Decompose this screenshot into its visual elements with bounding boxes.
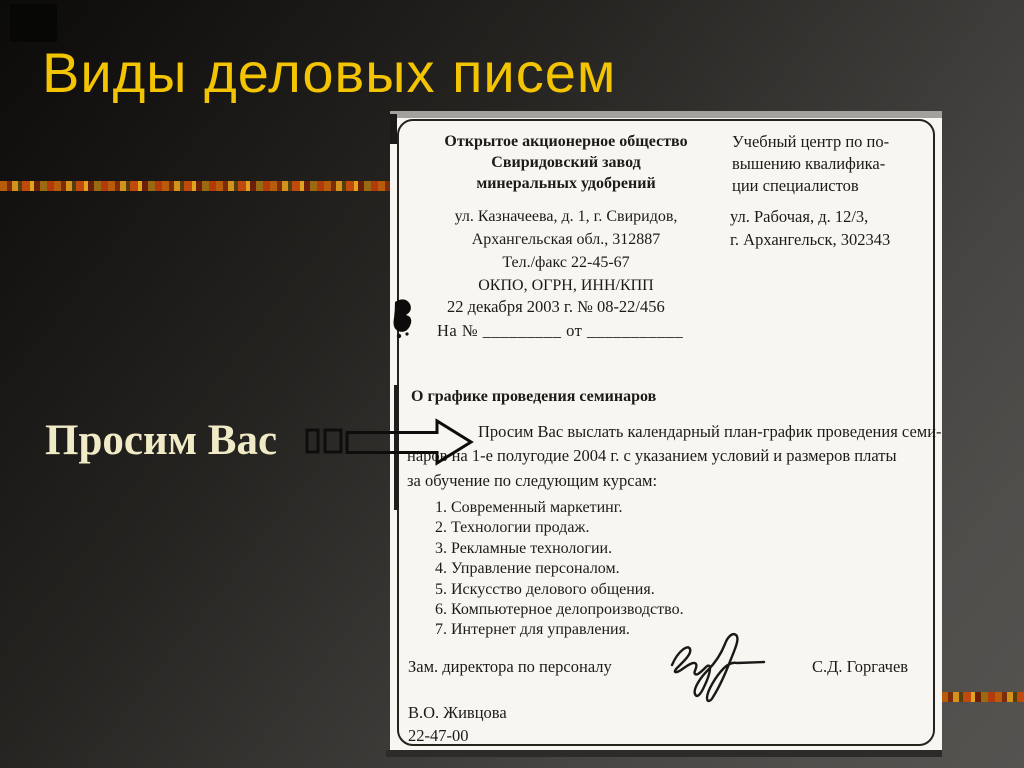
handwritten-signature bbox=[662, 631, 780, 707]
reference-line: На № _________ от ___________ bbox=[437, 321, 684, 340]
course-item: 4. Управление персоналом. bbox=[435, 560, 620, 578]
signature-position: Зам. директора по персоналу bbox=[408, 657, 612, 676]
recipient-address-line: ул. Рабочая, д. 12/3, bbox=[730, 207, 869, 226]
sender-line: Свиридовский завод bbox=[491, 154, 641, 171]
recipient-line: Учебный центр по по- bbox=[732, 132, 890, 151]
slide-title: Виды деловых писем bbox=[42, 41, 617, 104]
date-number-line: 22 декабря 2003 г. № 08-22/456 bbox=[447, 297, 665, 316]
sender-address-line: Тел./факс 22-45-67 bbox=[502, 254, 630, 271]
decorative-strip-right bbox=[941, 692, 1024, 702]
executor-name: В.О. Живцова bbox=[408, 703, 507, 722]
course-item: 7. Интернет для управления. bbox=[435, 621, 630, 639]
recipient-name-block bbox=[732, 131, 922, 197]
sender-name-block bbox=[426, 131, 706, 194]
scan-bottom-edge bbox=[386, 750, 942, 757]
sender-address-line: ОКПО, ОГРН, ИНН/КПП bbox=[478, 277, 654, 294]
recipient-address-line: г. Архангельск, 302343 bbox=[730, 230, 891, 249]
subject-line: О графике проведения семинаров bbox=[411, 388, 657, 405]
course-item: 1. Современный маркетинг. bbox=[435, 499, 623, 516]
scan-top-edge bbox=[390, 111, 942, 118]
signature-name: С.Д. Горгачев bbox=[812, 657, 909, 676]
course-item: 3. Рекламные технологии. bbox=[435, 539, 613, 557]
sender-address-line: ул. Казначеева, д. 1, г. Свиридов, bbox=[454, 208, 678, 225]
corner-decoration bbox=[10, 4, 57, 42]
sender-line: минеральных удобрений bbox=[476, 175, 656, 192]
ink-blob-artifact bbox=[393, 298, 415, 340]
recipient-address-block bbox=[730, 205, 930, 251]
executor-phone: 22-47-00 bbox=[408, 726, 469, 745]
sender-address-block bbox=[426, 205, 706, 297]
body-line: Просим Вас выслать календарный план-график проведения семи- bbox=[478, 422, 942, 441]
recipient-line: вышению квалифика- bbox=[732, 154, 886, 173]
body-line: наров на 1-е полугодие 2004 г. с указанием условий и размеров платы bbox=[407, 446, 897, 466]
course-item: 6. Компьютерное делопроизводство. bbox=[435, 601, 684, 619]
recipient-line: ции специалистов bbox=[732, 176, 859, 195]
callout-label: Просим Вас bbox=[45, 417, 278, 464]
course-item: 2. Технологии продаж. bbox=[435, 519, 590, 537]
scan-artifact-top bbox=[390, 114, 397, 144]
course-item: 5. Искусство делового общения. bbox=[435, 580, 655, 598]
sender-line: Открытое акционерное общество bbox=[444, 133, 688, 150]
decorative-strip-left bbox=[0, 181, 390, 191]
sender-address-line: Архангельская обл., 312887 bbox=[471, 231, 661, 248]
course-list bbox=[435, 498, 684, 641]
body-line: за обучение по следующим курсам: bbox=[407, 470, 658, 490]
callout-arrow-icon bbox=[300, 414, 480, 470]
letter-body bbox=[407, 420, 942, 493]
